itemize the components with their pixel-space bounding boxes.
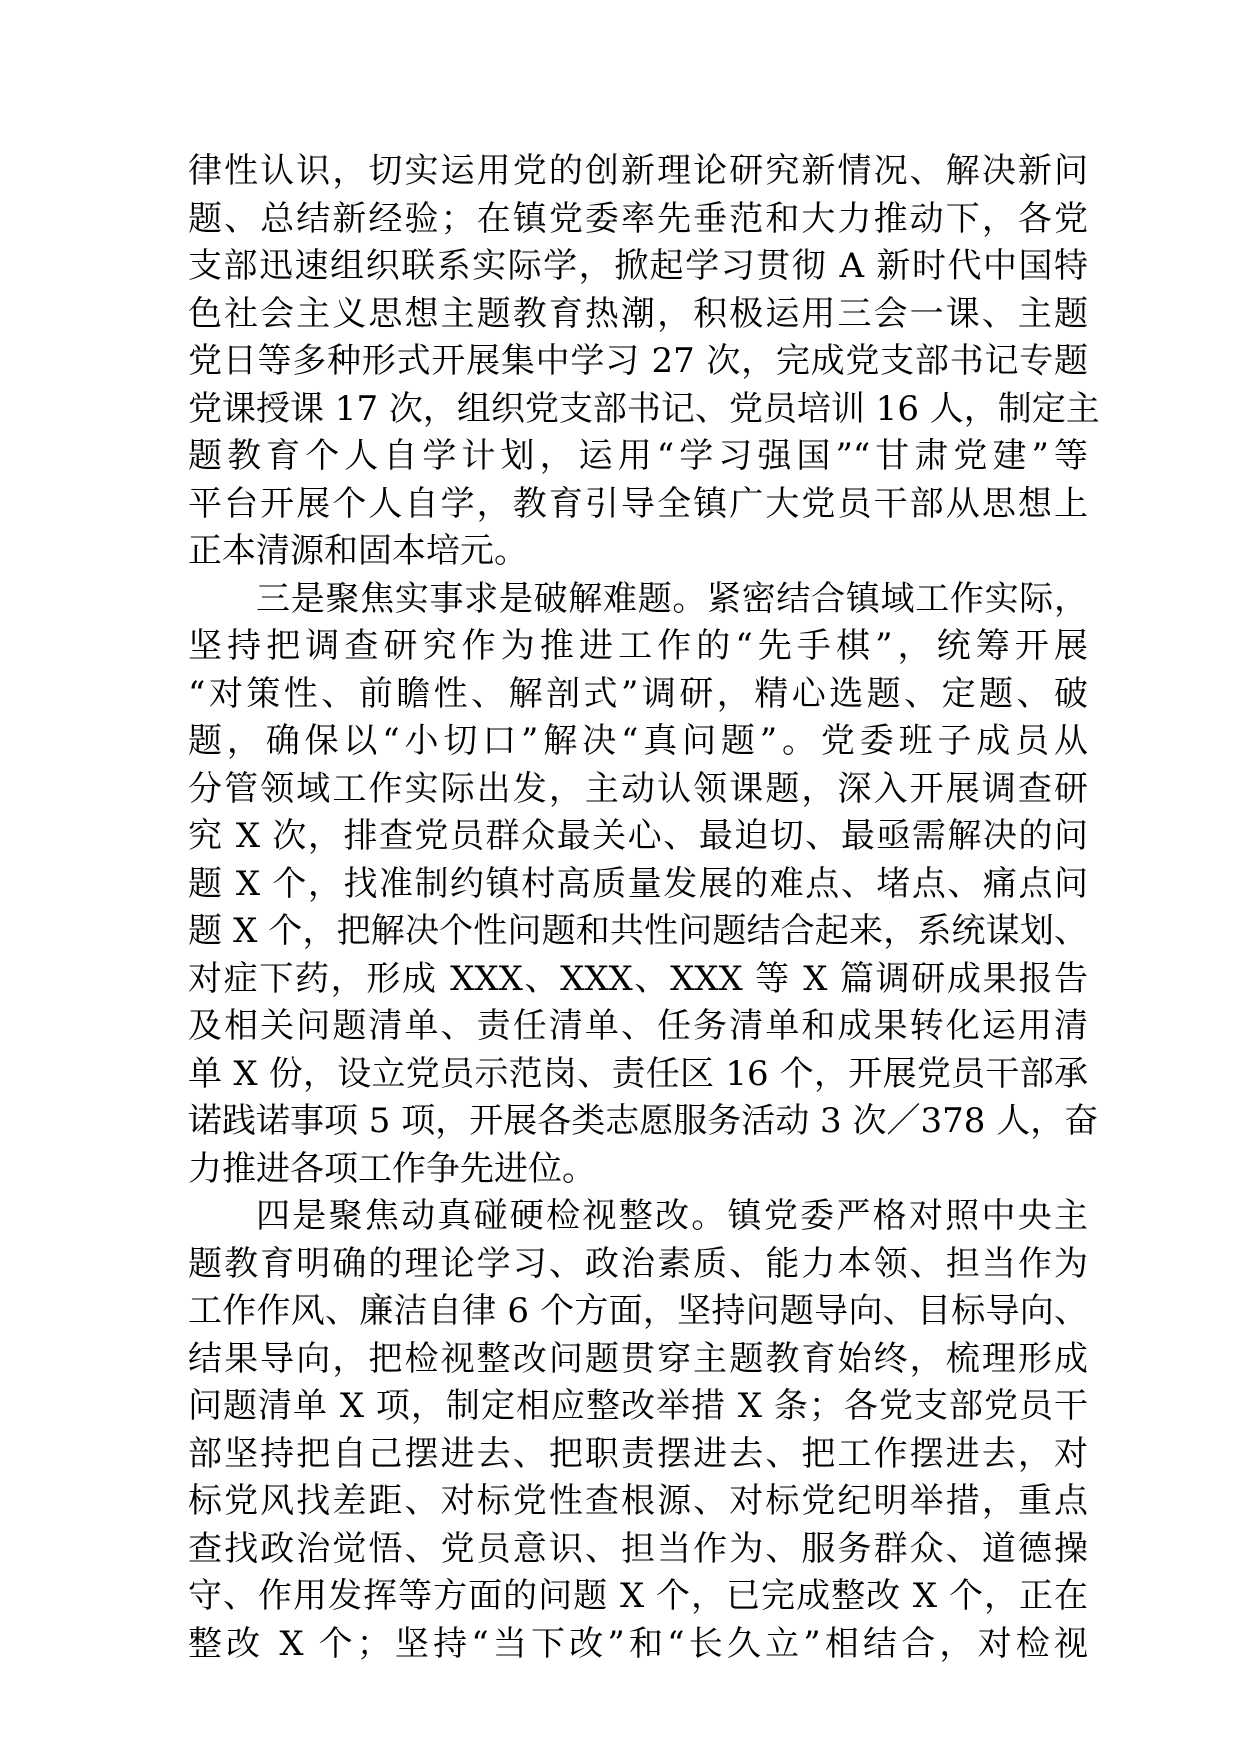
text-line: 单 X 份，设立党员示范岗、责任区 16 个，开展党员干部承: [188, 1053, 1088, 1094]
text-line: 力推进各项工作争先进位。: [188, 1148, 596, 1189]
text-line: 查找政治觉悟、党员意识、担当作为、服务群众、道德操: [188, 1528, 1088, 1569]
text-line: 究 X 次，排查党员群众最关心、最迫切、最亟需解决的问: [188, 816, 1088, 856]
text-line: 律性认识，切实运用党的创新理论研究新情况、解决新问: [188, 151, 1088, 191]
body-text: [188, 148, 1100, 1668]
paragraph-heading-line: 四是聚焦动真碰硬检视整改。镇党委严格对照中央主: [256, 1196, 1088, 1236]
text-line: 平台开展个人自学，教育引导全镇广大党员干部从思想上: [188, 483, 1088, 524]
text-line: 及相关问题清单、责任清单、任务清单和成果转化运用清: [188, 1006, 1088, 1046]
text-line: 正本清源和固本培元。: [188, 531, 528, 571]
text-line: 题教育个人自学计划，运用“学习强国”“甘肃党建”等: [188, 436, 1088, 476]
text-line: 党课授课 17 次，组织党支部书记、党员培训 16 人，制定主: [188, 388, 1100, 429]
text-line: 题教育明确的理论学习、政治素质、能力本领、担当作为: [188, 1243, 1088, 1284]
text-line: 结果导向，把检视整改问题贯穿主题教育始终，梳理形成: [188, 1338, 1088, 1379]
text-line: 工作作风、廉洁自律 6 个方面，坚持问题导向、目标导向、: [188, 1291, 1088, 1331]
text-line: “对策性、前瞻性、解剖式”调研，精心选题、定题、破: [188, 673, 1088, 714]
text-line: 题 X 个，把解决个性问题和共性问题结合起来，系统谋划、: [188, 911, 1088, 951]
text-line: 标党风找差距、对标党性查根源、对标党纪明举措，重点: [188, 1481, 1088, 1521]
text-line: 整改 X 个；坚持“当下改”和“长久立”相结合，对检视: [188, 1623, 1088, 1664]
paragraph-heading-line: 三是聚焦实事求是破解难题。紧密结合镇域工作实际，: [256, 578, 1088, 619]
text-line: 支部迅速组织联系实际学，掀起学习贯彻 A 新时代中国特: [188, 246, 1088, 286]
text-line: 党日等多种形式开展集中学习 27 次，完成党支部书记专题: [188, 341, 1088, 381]
text-line: 题、总结新经验；在镇党委率先垂范和大力推动下，各党: [188, 198, 1088, 239]
text-line: 题，确保以“小切口”解决“真问题”。党委班子成员从: [188, 721, 1088, 761]
text-line: 坚持把调查研究作为推进工作的“先手棋”，统筹开展: [188, 626, 1088, 666]
text-line: 守、作用发挥等方面的问题 X 个，已完成整改 X 个，正在: [188, 1576, 1088, 1616]
text-line: 分管领域工作实际出发，主动认领课题，深入开展调查研: [188, 768, 1088, 809]
text-line: 对症下药，形成 XXX、XXX、XXX 等 X 篇调研成果报告: [188, 958, 1088, 999]
text-line: 诺践诺事项 5 项，开展各类志愿服务活动 3 次／378 人，奋: [188, 1101, 1099, 1141]
text-line: 色社会主义思想主题教育热潮，积极运用三会一课、主题: [188, 293, 1088, 334]
text-line: 部坚持把自己摆进去、把职责摆进去、把工作摆进去，对: [188, 1433, 1088, 1474]
text-line: 问题清单 X 项，制定相应整改举措 X 条；各党支部党员干: [188, 1386, 1088, 1426]
text-line: 题 X 个，找准制约镇村高质量发展的难点、堵点、痛点问: [188, 863, 1088, 904]
